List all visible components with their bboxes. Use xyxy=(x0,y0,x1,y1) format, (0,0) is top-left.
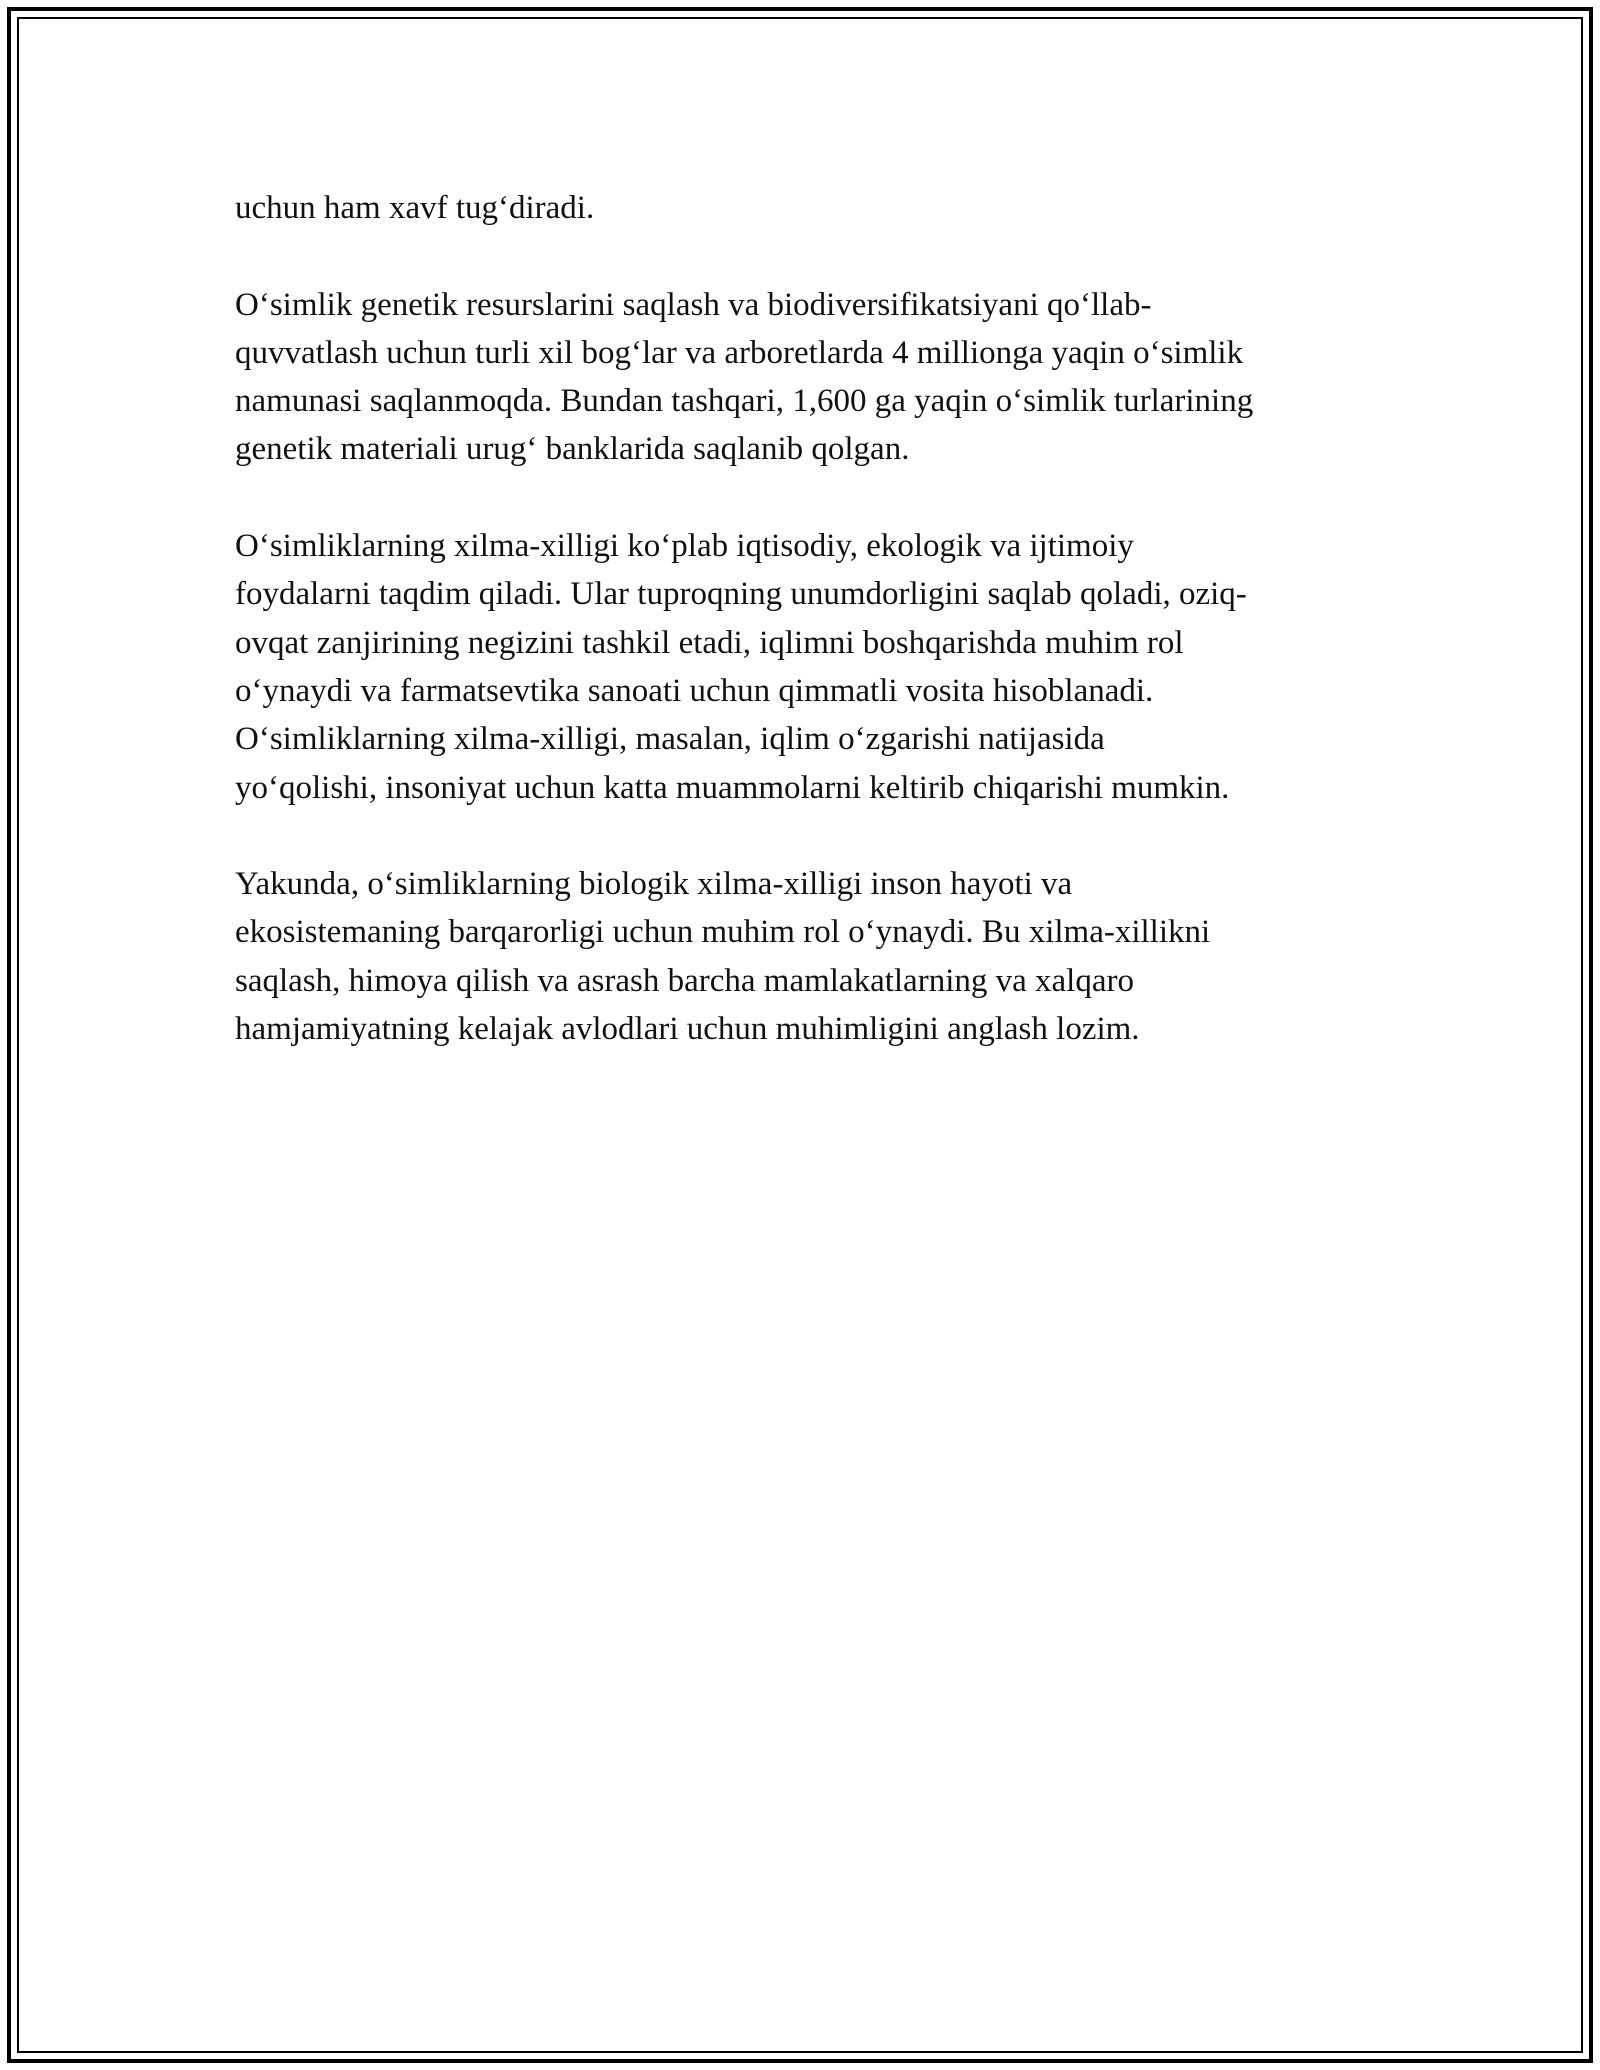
text-line: ekosistemaning barqarorligi uchun muhim rol o‘ynaydi. Bu xilma-xillikni xyxy=(235,914,1211,951)
text-line: Yakunda, o‘simliklarning biologik xilma-xilligi inson hayoti va xyxy=(235,866,1073,903)
paragraph xyxy=(235,860,1395,1053)
text-line: genetik materiali urug‘ banklarida saqlanib qolgan. xyxy=(235,431,910,468)
text-line: hamjamiyatning kelajak avlodlari uchun muhimligini anglash lozim. xyxy=(235,1011,1140,1048)
text-line: namunasi saqlanmoqda. Bundan tashqari, 1,600 ga yaqin o‘simlik turlarining xyxy=(235,383,1254,420)
text-line: O‘simliklarning xilma-xilligi ko‘plab iqtisodiy, ekologik va ijtimoiy xyxy=(235,528,1134,565)
text-line: o‘ynaydi va farmatsevtika sanoati uchun qimmatli vosita hisoblanadi. xyxy=(235,672,1154,709)
document-body xyxy=(235,184,1395,1102)
text-line: uchun ham xavf tug‘diradi. xyxy=(235,190,595,226)
text-line: foydalarni taqdim qiladi. Ular tuproqning unumdorligini saqlab qoladi, oziq- xyxy=(235,576,1247,613)
paragraph xyxy=(235,522,1395,812)
text-line: quvvatlash uchun turli xil bog‘lar va arboretlarda 4 millionga yaqin o‘simlik xyxy=(235,334,1244,371)
paragraph xyxy=(235,184,1395,232)
text-line: saqlash, himoya qilish va asrash barcha mamlakatlarning va xalqaro xyxy=(235,962,1134,999)
text-line: yo‘qolishi, insoniyat uchun katta muammolarni keltirib chiqarishi mumkin. xyxy=(235,769,1230,806)
text-line: O‘simlik genetik resurslarini saqlash va biodiversifikatsiyani qo‘llab- xyxy=(235,286,1152,323)
paragraph xyxy=(235,281,1395,474)
text-line: O‘simliklarning xilma-xilligi, masalan, iqlim o‘zgarishi natijasida xyxy=(235,721,1105,758)
text-line: ovqat zanjirining negizini tashkil etadi, iqlimni boshqarishda muhim rol xyxy=(235,624,1184,661)
